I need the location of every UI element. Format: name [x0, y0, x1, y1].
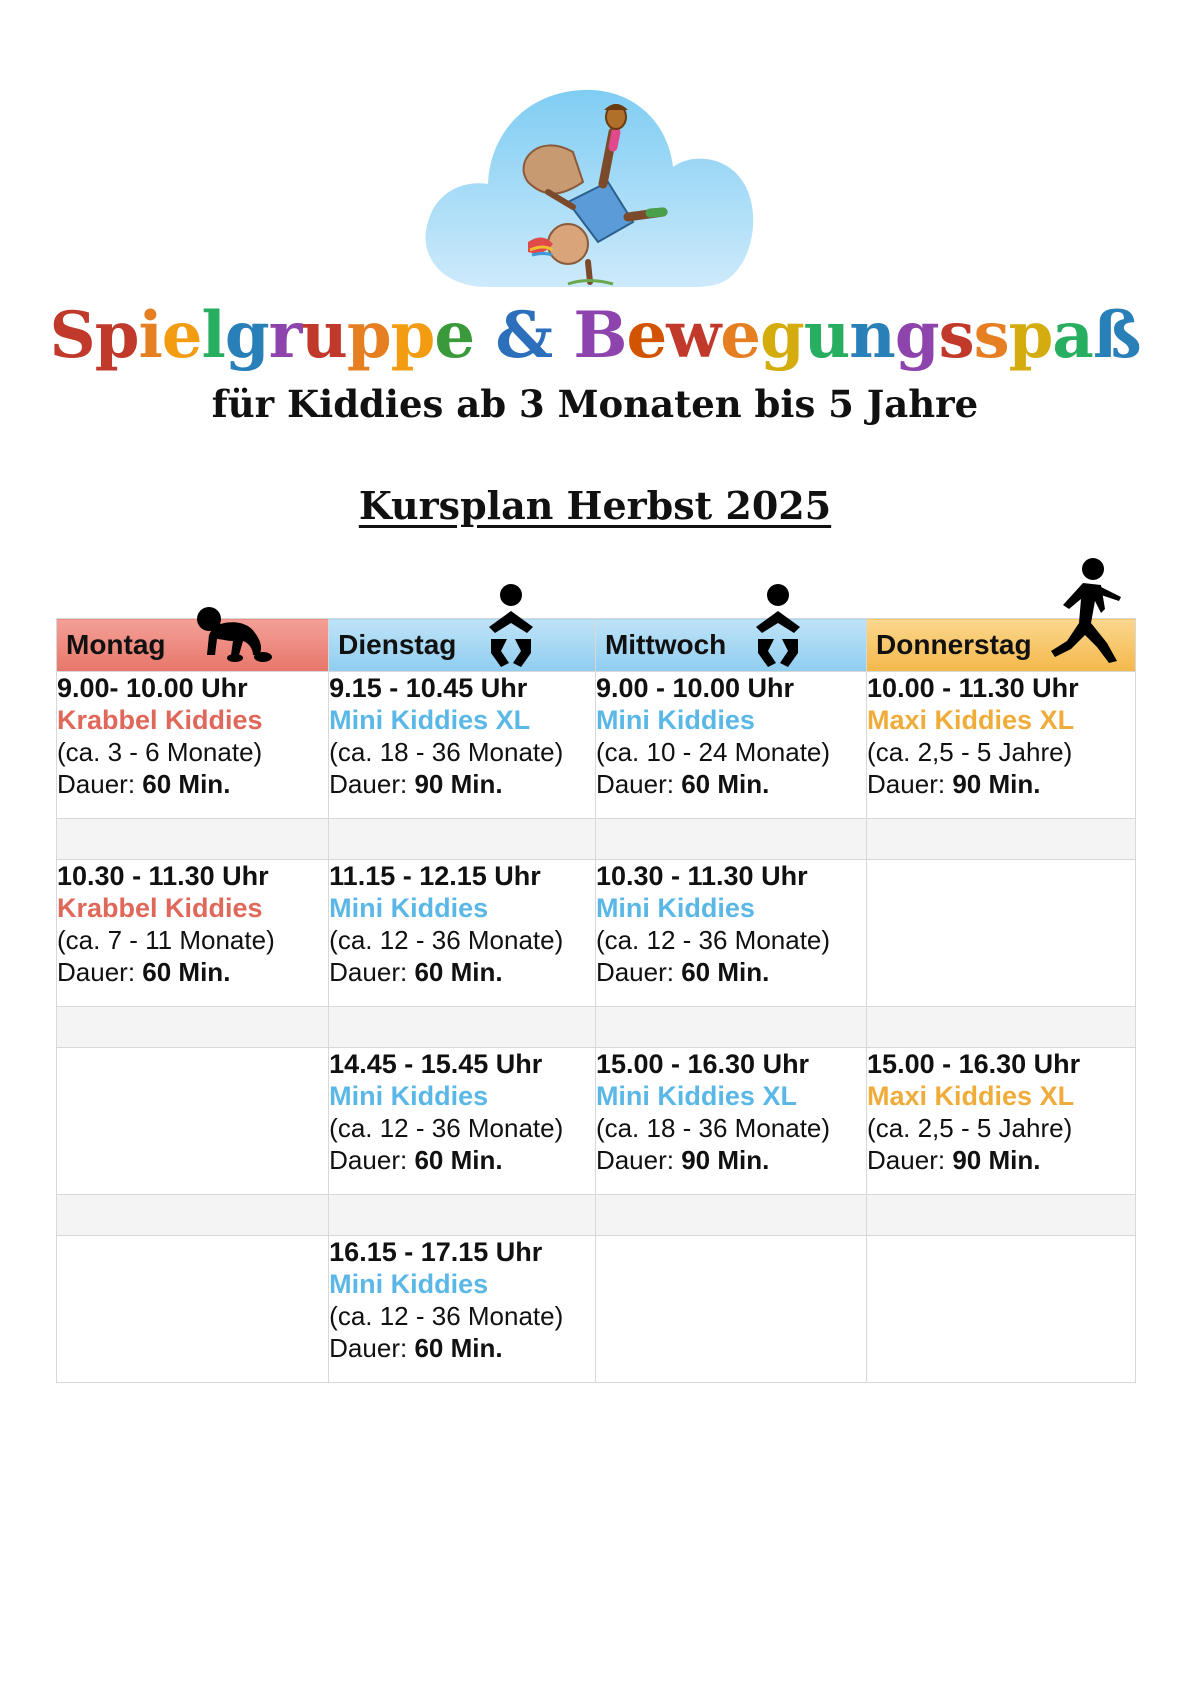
duration-value: 60 Min.: [681, 957, 770, 987]
duration-label: Dauer:: [329, 957, 408, 987]
course-name: Krabbel Kiddies: [57, 705, 263, 735]
course-time: 9.00 - 10.00 Uhr: [595, 673, 795, 703]
day-label: Dienstag: [338, 629, 457, 660]
duration-label: Dauer:: [57, 769, 136, 799]
plan-title: Kursplan Herbst 2025: [358, 483, 832, 528]
duration-value: 60 Min.: [414, 957, 503, 987]
baby-icon: [748, 583, 808, 669]
spacer-cell: [595, 1195, 866, 1236]
course-age: (ca. 12 - 36 Monate): [329, 1113, 564, 1143]
course-age: (ca. 3 - 6 Monate): [57, 737, 263, 767]
spacer-cell: [57, 1195, 329, 1236]
spacer-cell: [57, 819, 329, 860]
day-header-donnerstag: [867, 619, 1136, 672]
course-age: (ca. 10 - 24 Monate): [595, 737, 831, 767]
course-name: Mini Kiddies: [329, 1081, 489, 1111]
day-label: Montag: [66, 629, 166, 660]
course-name: Maxi Kiddies XL: [867, 705, 1075, 735]
duration-label: Dauer:: [329, 769, 408, 799]
course-duration: [867, 1144, 1135, 1176]
spacer-row: [57, 819, 1136, 860]
spacer-cell: [329, 1007, 596, 1048]
schedule-row: [57, 860, 1136, 1007]
course-cell: [867, 1048, 1136, 1195]
course-cell: [57, 860, 329, 1007]
day-header-mittwoch: [595, 619, 866, 672]
schedule-header-row: [57, 619, 1136, 672]
course-cell: [329, 860, 596, 1007]
course-name: Mini Kiddies XL: [329, 705, 531, 735]
course-duration: [596, 1144, 866, 1176]
duration-value: 60 Min.: [681, 769, 770, 799]
course-name: Krabbel Kiddies: [57, 893, 263, 923]
course-age: (ca. 2,5 - 5 Jahre): [867, 1113, 1073, 1143]
course-time: 10.30 - 11.30 Uhr: [57, 861, 269, 891]
course-time: 11.15 - 12.15 Uhr: [329, 861, 541, 891]
duration-value: 90 Min.: [952, 769, 1041, 799]
spacer-cell: [595, 819, 866, 860]
empty-cell: [867, 860, 1136, 1007]
squirrel-cloud-logo: [418, 72, 778, 297]
course-cell: [329, 1236, 596, 1383]
course-cell: [595, 672, 866, 819]
empty-cell: [595, 1236, 866, 1383]
course-duration: [329, 956, 595, 988]
course-time: 14.45 - 15.45 Uhr: [329, 1049, 543, 1079]
page-subtitle: für Kiddies ab 3 Monaten bis 5 Jahre: [211, 382, 979, 426]
course-age: (ca. 12 - 36 Monate): [329, 925, 564, 955]
duration-label: Dauer:: [867, 1145, 946, 1175]
course-age: (ca. 12 - 36 Monate): [329, 1301, 564, 1331]
course-age: (ca. 18 - 36 Monate): [329, 737, 564, 767]
course-time: 9.00- 10.00 Uhr: [57, 673, 248, 703]
crawling-baby-icon: [193, 605, 273, 665]
spacer-row: [57, 1195, 1136, 1236]
spacer-cell: [867, 1195, 1136, 1236]
course-name: Maxi Kiddies XL: [867, 1081, 1075, 1111]
course-cell: [329, 672, 596, 819]
course-cell: [595, 1048, 866, 1195]
course-duration: [596, 768, 866, 800]
duration-value: 90 Min.: [681, 1145, 770, 1175]
duration-label: Dauer:: [329, 1333, 408, 1363]
duration-label: Dauer:: [595, 957, 674, 987]
course-time: 15.00 - 16.30 Uhr: [867, 1049, 1081, 1079]
course-name: Mini Kiddies: [329, 893, 489, 923]
course-duration: [57, 768, 328, 800]
course-age: (ca. 18 - 36 Monate): [595, 1113, 831, 1143]
empty-cell: [57, 1048, 329, 1195]
schedule-table: [56, 618, 1136, 1383]
course-name: Mini Kiddies: [595, 705, 755, 735]
running-child-icon: [1047, 557, 1127, 667]
course-cell: [595, 860, 866, 1007]
course-age: (ca. 2,5 - 5 Jahre): [867, 737, 1073, 767]
course-name: Mini Kiddies XL: [595, 1081, 797, 1111]
course-time: 9.15 - 10.45 Uhr: [329, 673, 528, 703]
course-cell: [57, 672, 329, 819]
day-label: Donnerstag: [876, 629, 1032, 660]
schedule-row: [57, 672, 1136, 819]
spacer-cell: [329, 1195, 596, 1236]
spacer-cell: [867, 819, 1136, 860]
page-title: Spielgruppe & Bewegungsspaß: [49, 298, 1141, 373]
schedule-row: [57, 1048, 1136, 1195]
duration-value: 60 Min.: [142, 957, 231, 987]
spacer-cell: [329, 819, 596, 860]
course-duration: [57, 956, 328, 988]
course-time: 15.00 - 16.30 Uhr: [595, 1049, 810, 1079]
duration-value: 60 Min.: [414, 1333, 503, 1363]
course-duration: [596, 956, 866, 988]
course-name: Mini Kiddies: [595, 893, 755, 923]
duration-value: 60 Min.: [414, 1145, 503, 1175]
course-age: (ca. 12 - 36 Monate): [595, 925, 831, 955]
duration-label: Dauer:: [595, 1145, 674, 1175]
course-duration: [329, 1144, 595, 1176]
spacer-cell: [867, 1007, 1136, 1048]
baby-icon: [481, 583, 541, 669]
course-duration: [329, 768, 595, 800]
spacer-row: [57, 1007, 1136, 1048]
course-cell: [329, 1048, 596, 1195]
duration-value: 60 Min.: [142, 769, 231, 799]
course-duration: [867, 768, 1135, 800]
course-time: 10.30 - 11.30 Uhr: [595, 861, 808, 891]
course-time: 16.15 - 17.15 Uhr: [329, 1237, 543, 1267]
course-time: 10.00 - 11.30 Uhr: [867, 673, 1079, 703]
day-label: Mittwoch: [604, 629, 727, 660]
day-header-montag: [57, 619, 329, 672]
spacer-cell: [57, 1007, 329, 1048]
spacer-cell: [595, 1007, 866, 1048]
empty-cell: [867, 1236, 1136, 1383]
course-cell: [867, 672, 1136, 819]
duration-value: 90 Min.: [952, 1145, 1041, 1175]
course-age: (ca. 7 - 11 Monate): [57, 925, 275, 955]
duration-label: Dauer:: [329, 1145, 408, 1175]
course-name: Mini Kiddies: [329, 1269, 489, 1299]
duration-label: Dauer:: [595, 769, 674, 799]
course-duration: [329, 1332, 595, 1364]
duration-label: Dauer:: [867, 769, 946, 799]
empty-cell: [57, 1236, 329, 1383]
schedule-row: [57, 1236, 1136, 1383]
duration-label: Dauer:: [57, 957, 136, 987]
day-header-dienstag: [329, 619, 596, 672]
duration-value: 90 Min.: [414, 769, 503, 799]
